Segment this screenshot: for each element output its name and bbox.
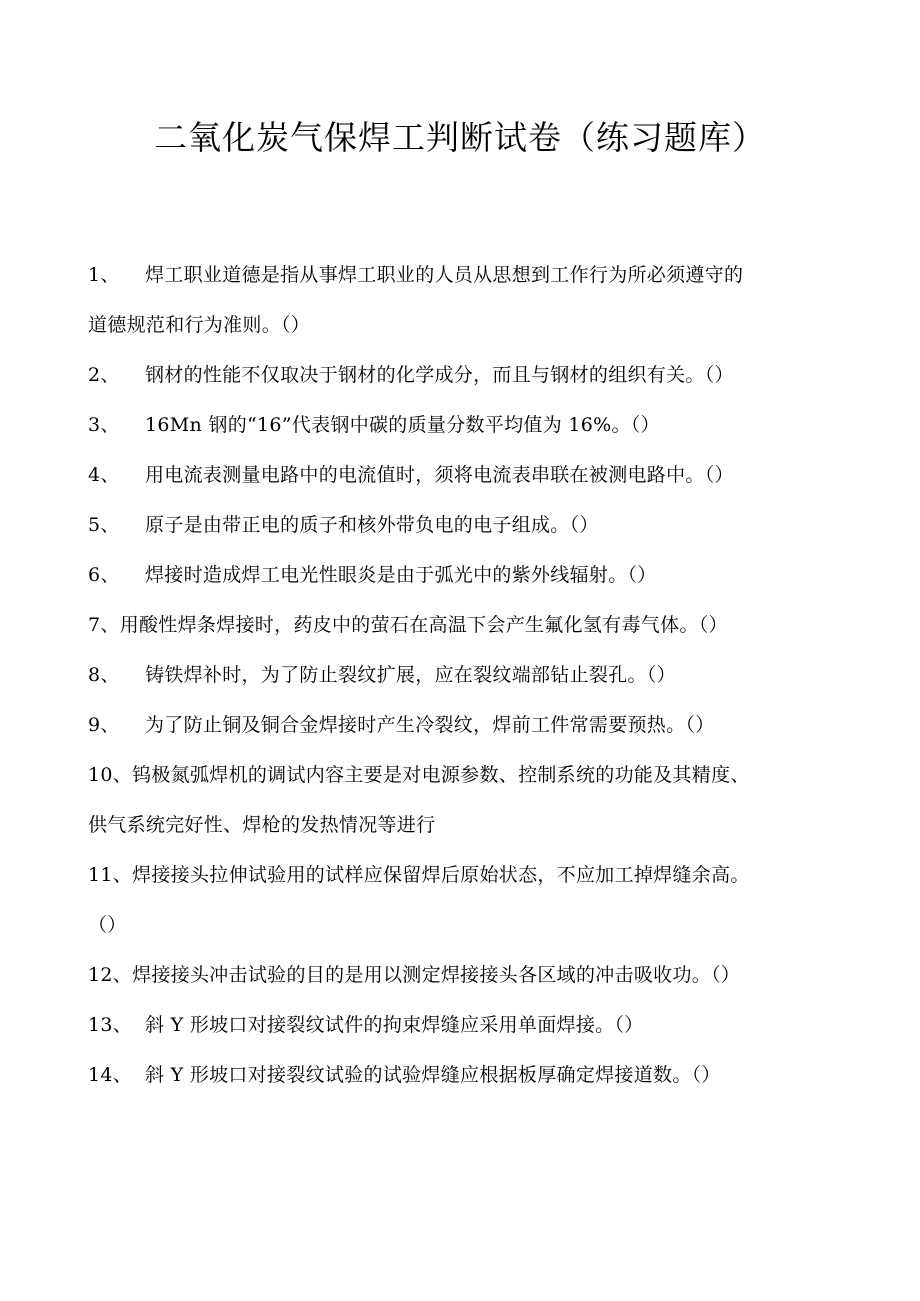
question-number: 6、: [88, 564, 120, 586]
question-text: 为了防止铜及铜合金焊接时产生冷裂纹，焊前工件常需要预热。（）: [145, 714, 715, 736]
question-text: 16Mn 钢的“16”代表钢中碳的质量分数平均值为 16%。（）: [145, 414, 660, 436]
question-item: [88, 700, 828, 750]
question-text: 焊接时造成焊工电光性眼炎是由于弧光中的紫外线辐射。（）: [145, 564, 657, 586]
question-number: 12、: [88, 964, 133, 986]
question-number: 14、: [88, 1064, 133, 1086]
question-text-continued: 道德规范和行为准则。（）: [88, 314, 311, 336]
question-text: 斜 Y 形坡口对接裂纹试件的拘束焊缝应采用单面焊接。（）: [145, 1014, 644, 1036]
question-item: [88, 1050, 828, 1100]
question-number: 9、: [88, 714, 120, 736]
question-item: [88, 450, 828, 500]
question-number: 2、: [88, 364, 120, 386]
question-item: [88, 250, 828, 350]
question-item: [88, 550, 828, 600]
question-item: [88, 600, 828, 650]
question-item: [88, 350, 828, 400]
question-text: 用酸性焊条焊接时，药皮中的萤石在高温下会产生氟化氢有毒气体。（）: [119, 614, 728, 636]
question-text: 焊接接头拉伸试验用的试样应保留焊后原始状态，不应加工掉焊缝余高。: [132, 864, 750, 886]
question-item: [88, 950, 828, 1000]
question-text: 焊工职业道德是指从事焊工职业的人员从思想到工作行为所必须遵守的: [145, 264, 744, 286]
question-item: [88, 850, 828, 950]
question-text: 焊接接头冲击试验的目的是用以测定焊接接头各区域的冲击吸收功。（）: [132, 964, 741, 986]
page-title: 二氧化炭气保焊工判断试卷（练习题库）: [154, 118, 766, 157]
question-item: [88, 500, 828, 550]
question-item: [88, 750, 828, 850]
question-number: 7、: [88, 614, 120, 636]
question-number: 11、: [88, 864, 133, 886]
question-number: 13、: [88, 1014, 133, 1036]
question-text-continued: 供气系统完好性、焊枪的发热情况等进行: [88, 814, 436, 836]
question-number: 10、: [88, 764, 133, 786]
question-text: 原子是由带正电的质子和核外带负电的电子组成。（）: [145, 514, 599, 536]
question-item: [88, 400, 828, 450]
question-item: [88, 1000, 828, 1050]
question-number: 1、: [88, 264, 120, 286]
question-number: 4、: [88, 464, 120, 486]
question-text: 钨极氮弧焊机的调试内容主要是对电源参数、控制系统的功能及其精度、: [132, 764, 750, 786]
question-list: [88, 250, 828, 1100]
question-text: 斜 Y 形坡口对接裂纹试验的试验焊缝应根据板厚确定焊接道数。（）: [145, 1064, 721, 1086]
question-text: 用电流表测量电路中的电流值时，须将电流表串联在被测电路中。（）: [145, 464, 734, 486]
question-number: 5、: [88, 514, 120, 536]
question-number: 8、: [88, 664, 120, 686]
question-number: 3、: [88, 414, 120, 436]
question-item: [88, 650, 828, 700]
question-text: 钢材的性能不仅取决于钢材的化学成分，而且与钢材的组织有关。（）: [145, 364, 734, 386]
question-text: 铸铁焊补时，为了防止裂纹扩展，应在裂纹端部钻止裂孔。（）: [145, 664, 676, 686]
question-text-continued: （）: [88, 914, 127, 936]
